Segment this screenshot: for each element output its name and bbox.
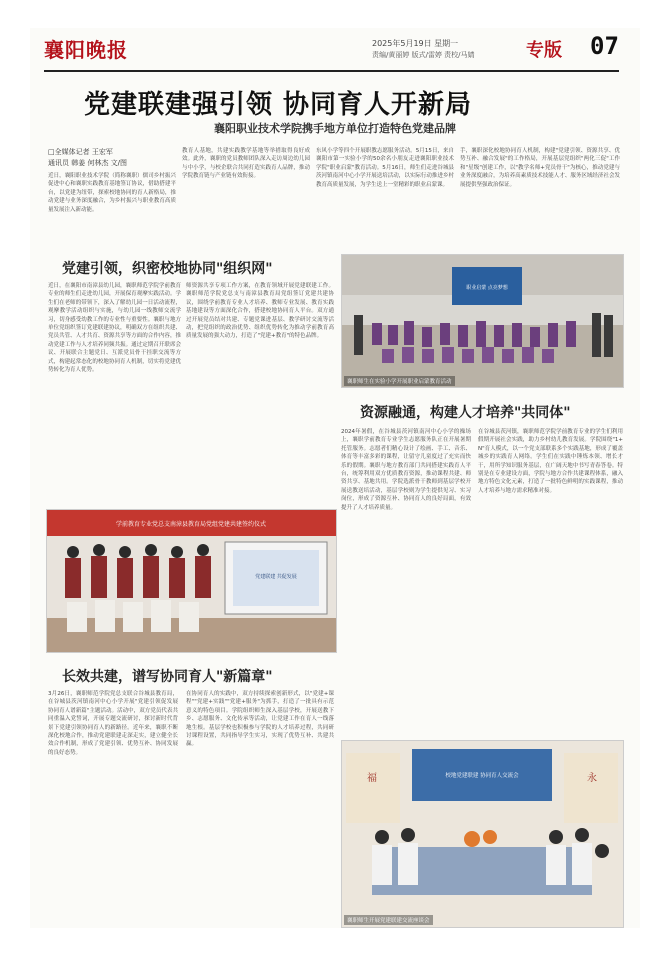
- photo-1-image: [342, 255, 623, 387]
- photo-2-image: [47, 510, 336, 652]
- photo-career-enlightenment: [341, 254, 624, 388]
- photo-2-banner: 学前教育专业党总支南漳县教育局党组党建共建签约仪式: [115, 521, 267, 528]
- masthead: [44, 34, 624, 68]
- article-headline: 党建联建强引领 协同育人开新局: [84, 90, 473, 120]
- photo-1-caption: 襄职师生在实验小学开展职业启蒙教育活动: [344, 376, 455, 386]
- photo-4-calligraphy-left: 福: [367, 773, 377, 784]
- byline-correspondents: 通讯员 韩姜 何林杰 文/图: [48, 159, 128, 167]
- section-1-column-b: 师资源共享专项工作方案，在教育领域开展党建联建工作。襄职师范学院党总支与南漳县教育局党组签订党建共建协议，围绕学前教育专业人才培养、教师专业发展、教育实践基地建设等方面深化合作，搭建校地协同育人平台。双方通过开展党员结对共建、专题党课进基层、教学研讨交流等活动，把党组织的政治优势、组织优势转化为推动学前教育高质量发展的强大动力，打造了"党建+教育"的特色品牌。: [186, 283, 334, 340]
- photo-2-screen-text: 党建联建 共促发展: [255, 574, 297, 580]
- photo-4-caption: 襄职师生开展党建联建交流座谈会: [344, 915, 433, 925]
- photo-signing-ceremony: [46, 509, 337, 653]
- section-3-column-b: 在协同育人的实践中，双方持续探索创新形式，以"党建+课程""党建+实践""党建+服务"为抓手，打造了一批具有示范意义的特色项目。学院组织师生深入基层学校，开展送教下乡、志愿服务、文化传承等活动，让党建工作在育人一线落地生根。基层学校也积极参与学院的人才培养过程，共同研讨课程设置，共同指导学生实习，实现了优势互补、共建共赢。: [186, 691, 334, 748]
- article-subhead: 襄阳职业技术学院携手地方单位打造特色党建品牌: [214, 122, 456, 135]
- photo-4-calligraphy-right: 永: [587, 773, 597, 784]
- issue-date: 2025年5月19日 星期一: [372, 39, 459, 48]
- section-name: 专版: [526, 40, 562, 61]
- section-1-column-a: 近日，在襄阳市南漳县幼儿园，襄职师范学院学前教育专业的师生们走进幼儿园，开展保育观摩实践活动。学生们在老师的带领下，深入了解幼儿园一日活动流程，观摩教学活动组织与实施，与幼儿园一线教师交流学习，切身感受幼教工作的专业性与重要性。襄职与地方单位党组织签订党建联建协议，明确双方在组织共建、党员共管、人才共育、资源共享等方面的合作内容，推动党建工作与人才培养同频共振。通过定期召开联席会议、开展联合主题党日、互派党员骨干挂职交流等方式，构建起常态化的校地协同育人机制，切实将党建优势转化为育人优势。: [48, 283, 181, 374]
- section-2-column-b: 在谷城县茨河镇，襄职师范学院学前教育专业的学生们利用假期开展社会实践，助力乡村幼儿教育发展。学院围绕"1+N"育人模式，以一个党支部联系多个实践基地，形成了覆盖城乡的实践育人网络。学生们在实践中锤炼本领、增长才干，用所学知识服务基层，在广阔天地中书写青春答卷。特别是在专业建设方面，学院与地方合作共建课程体系，融入地方特色文化元素，打造了一批特色鲜明的实践课程，推动人才培养与地方需求精准对接。: [478, 429, 623, 494]
- body-column-4: 手，襄职深化校地协同育人机制，构建"党建引领、资源共享、优势互补、融合发展"的工作格局，开展基层党组织"两化三促"工作和"星级"创建工作，以"教学名师+党员骨干"为核心，推动党建与业务深度融合，为培养高素质技术技能人才、服务区域经济社会发展提供坚强政治保证。: [460, 148, 620, 188]
- section-2-column-a: 2024年暑假，在谷城县茨河镇南河中心小学的操场上，襄职学前教育专业学生志愿服务队正在开展暑期托管服务。志愿者们精心设计了绘画、手工、音乐、体育等丰富多彩的课程，让留守儿童度过了充实而快乐的假期。襄职与地方教育部门共同搭建实践育人平台，统筹利用双方优质教育资源，推动课程共建、师资共享、基地共用。学院选派骨干教师到基层学校开展送教送培活动，基层学校则为学生提供见习、实习岗位，形成了资源互补、协同育人的良好局面，有效提升了人才培养质量。: [341, 429, 471, 511]
- photo-exchange-meeting: [341, 740, 624, 928]
- masthead-rule: [44, 70, 619, 72]
- body-column-3: 东风小学等四个开展职教志愿服务活动。5月15日，来自襄阳市第一实验小学的50余名小朋友走进襄阳职业技术学院"职业启蒙"教育活动。5月16日，师生们走进谷城县茨河镇南河中心小学开展送培活动，以实际行动推进乡村教育高质量发展，为学生送上一堂精彩的职业启蒙课。: [316, 148, 454, 188]
- photo-4-screen-text: 校地党建联建 协同育人交流会: [445, 773, 519, 779]
- editors-line: 责编/黄丽婷 版式/雷婷 责校/马婧: [372, 51, 475, 59]
- body-column-2: 教育人基地，共建实践教学基地等举措取得良好成效。此外，襄职的党员教师团队深入走访周边幼儿园与中小学，与校企联合共同打造实践育人品牌，推动学院教育链与产业链有效衔接。: [182, 148, 310, 180]
- section-3-column-a: 3月26日，襄职师范学院党总支联合谷城县教育局，在谷城县茨河镇南河中心小学开展"党建引领促发展 协同育人谱新篇"主题活动。活动中，双方党员代表共同重温入党誓词，开展专题交流研讨，探讨新时代背景下党建引领协同育人的新路径。近年来，襄职不断深化校地合作，推动党建联建走深走实，建立健全长效合作机制，形成了党建引领、优势互补、协同发展的良好态势。: [48, 691, 178, 756]
- page-number: 07: [590, 32, 619, 60]
- photo-4-image: [342, 741, 623, 927]
- lead-paragraph: 近日，襄阳职业技术学院（简称襄职）儒司乡村振兴促进中心和襄职实践教育基地签订协议，借助搭建平台，以党建为纽带，探索校地协同的育人新格局，推动党建与业务深度融合，为乡村振兴与职业教育高质量发展注入新动能。: [48, 173, 176, 213]
- byline-reporter: □全媒体记者 王宏军: [48, 148, 113, 156]
- article-byline: [48, 147, 127, 169]
- section-heading-1: 党建引领，织密校地协同"组织网": [62, 261, 273, 277]
- section-heading-2: 资源融通，构建人才培养"共同体": [360, 405, 571, 421]
- section-heading-3: 长效共建，谱写协同育人"新篇章": [62, 669, 273, 685]
- photo-1-screen-text: 职业启蒙 点亮梦想: [466, 285, 508, 291]
- newspaper-logo: 襄阳晚报: [44, 38, 128, 62]
